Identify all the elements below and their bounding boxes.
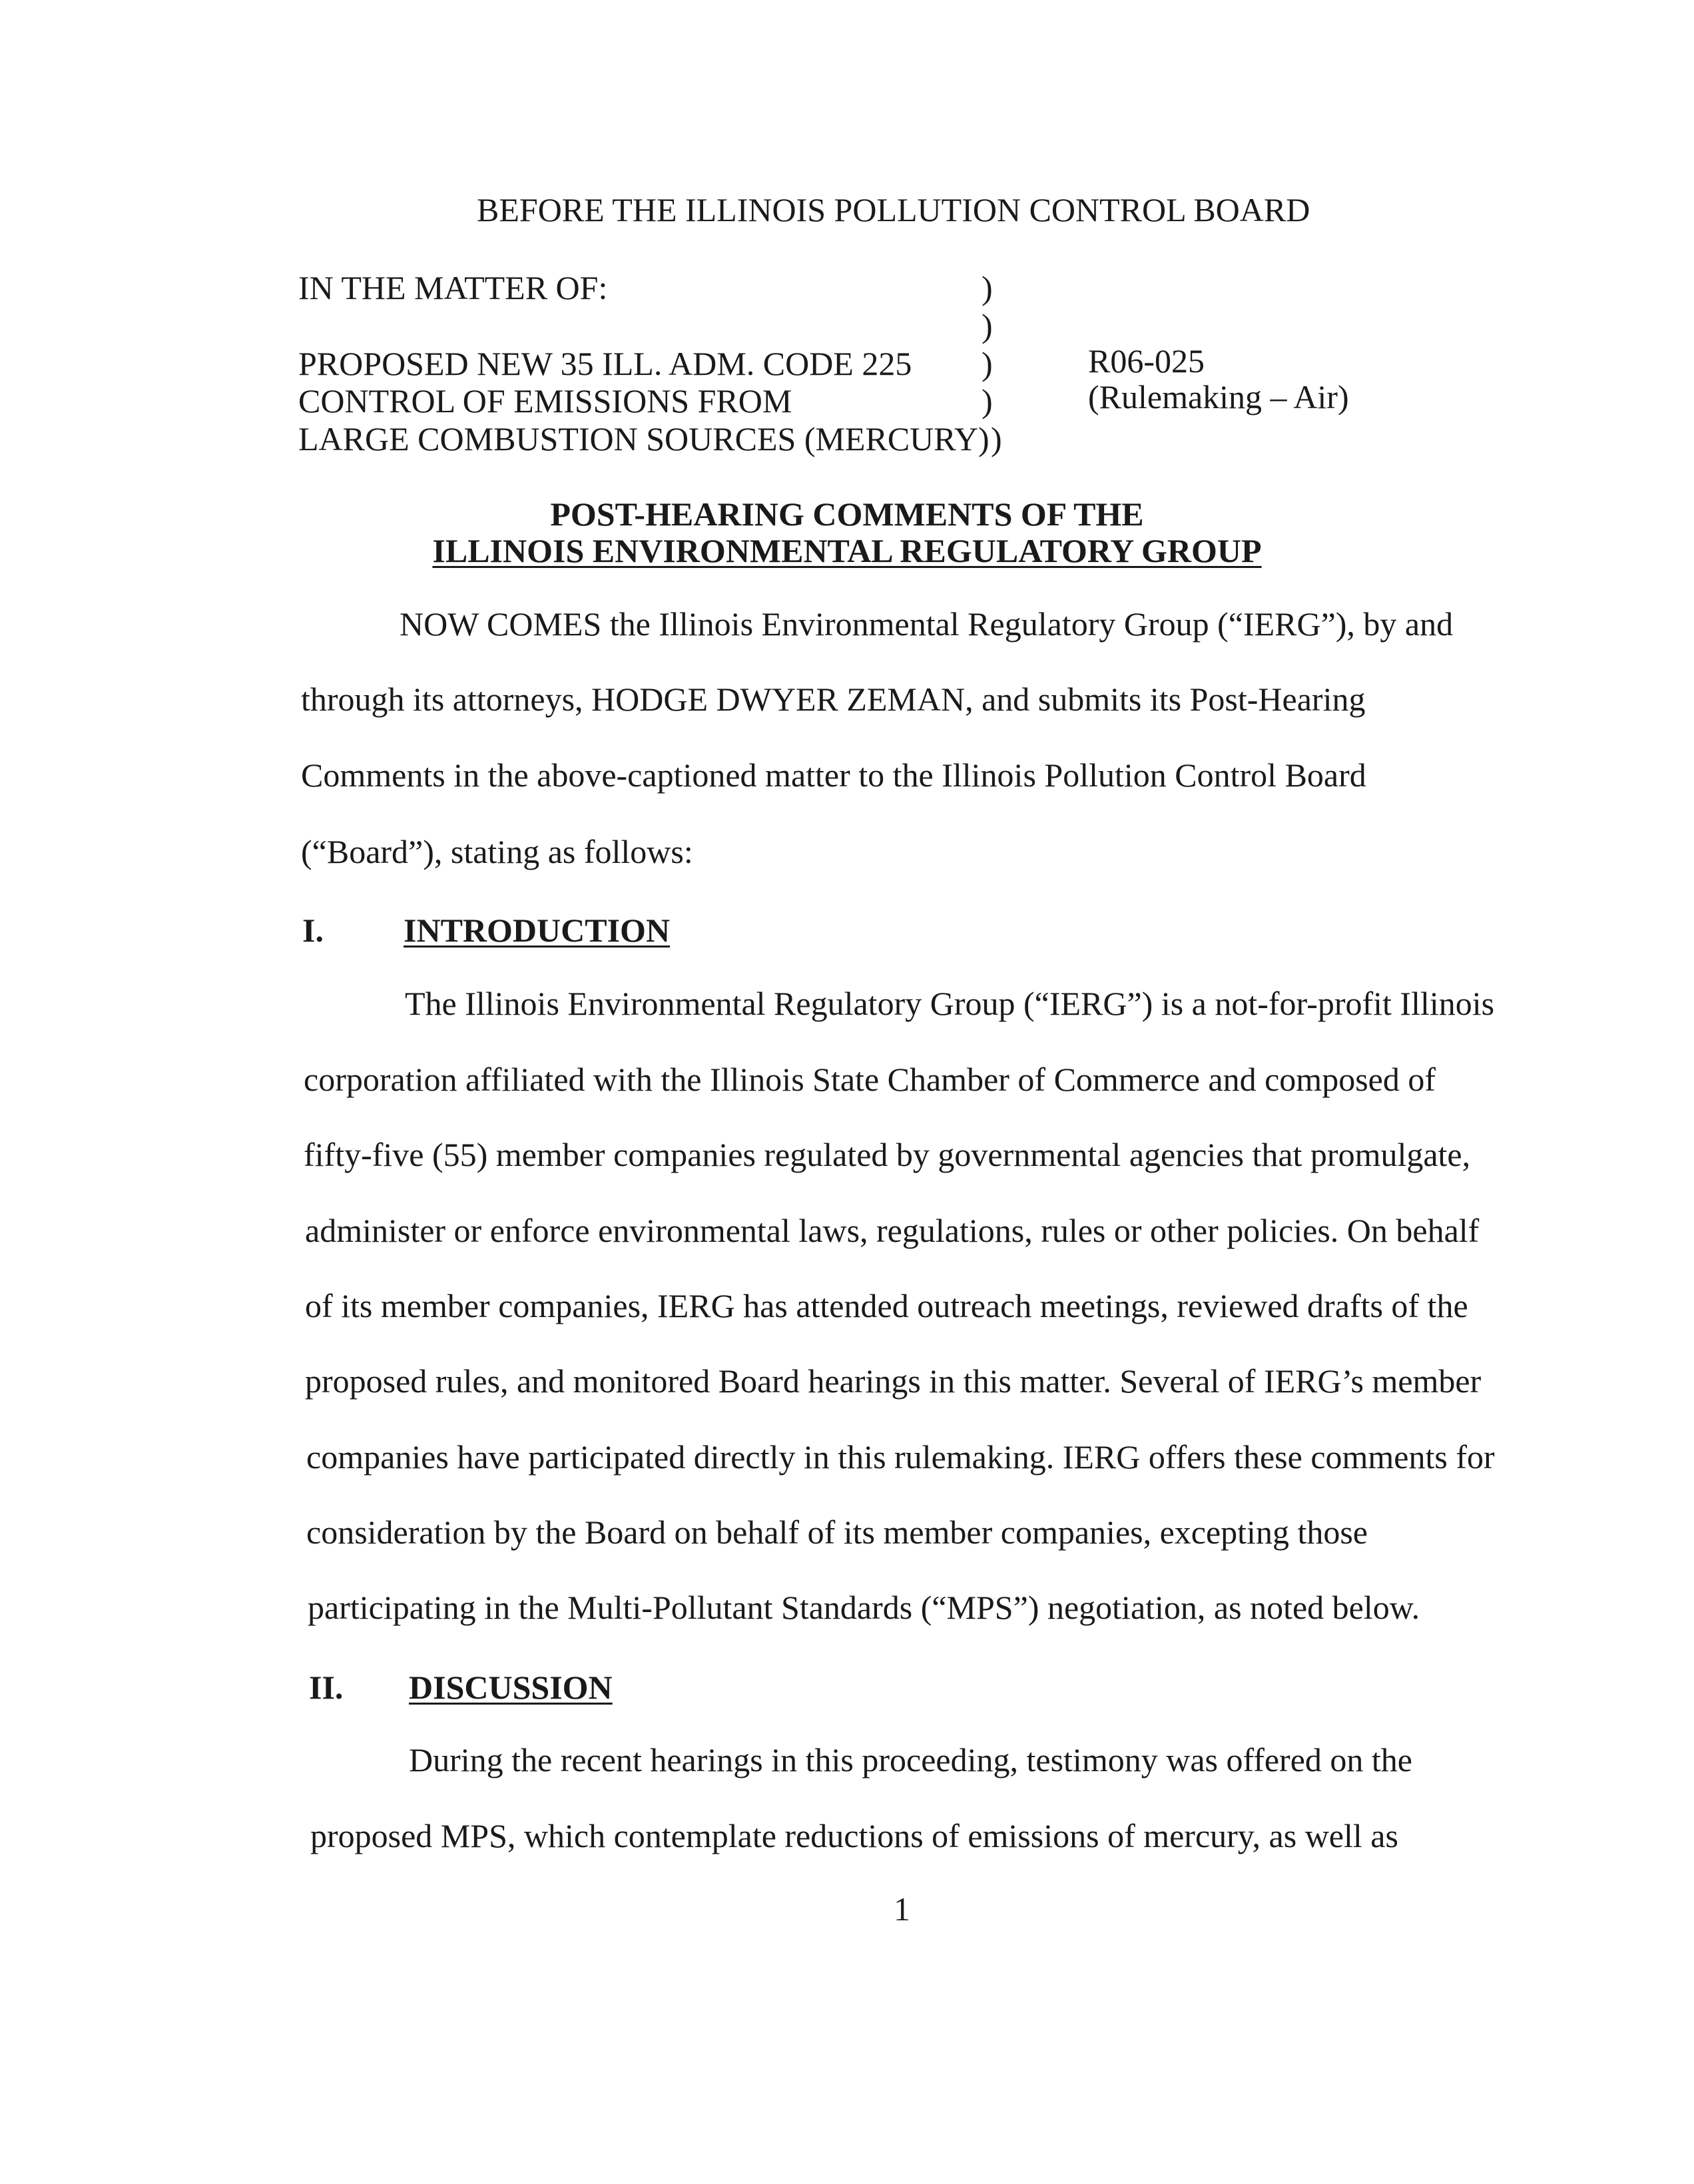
section1-line-2: corporation affiliated with the Illinois State Chamber of Commerce and composed of: [304, 1061, 1436, 1098]
document-title-line2: ILLINOIS ENVIRONMENTAL REGULATORY GROUP: [432, 532, 1262, 569]
caption-paren-1: ): [982, 269, 993, 306]
section2-line-1: During the recent hearings in this proceeding, testimony was offered on the: [409, 1741, 1412, 1778]
section2-number: II.: [309, 1669, 344, 1706]
intro-line-4: (“Board”), stating as follows:: [301, 833, 693, 870]
intro-line-2: through its attorneys, HODGE DWYER ZEMAN, and submits its Post-Hearing: [301, 681, 1366, 718]
page-number: 1: [894, 1890, 910, 1928]
section1-line-3: fifty-five (55) member companies regulated by governmental agencies that promulgate,: [304, 1136, 1471, 1173]
section1-line-8: consideration by the Board on behalf of its member companies, excepting those: [306, 1513, 1368, 1551]
section1-line-9: participating in the Multi-Pollutant Standards (“MPS”) negotiation, as noted below.: [308, 1589, 1420, 1626]
intro-line-1: NOW COMES the Illinois Environmental Regulatory Group (“IERG”), by and: [400, 605, 1454, 643]
section1-line-7: companies have participated directly in this rulemaking. IERG offers these comments for: [306, 1438, 1495, 1476]
caption-line-1: IN THE MATTER OF:: [298, 269, 608, 306]
section2-heading: DISCUSSION: [409, 1669, 613, 1706]
caption-line-4: CONTROL OF EMISSIONS FROM: [298, 382, 792, 419]
section1-heading: INTRODUCTION: [404, 912, 671, 949]
caption-paren-5: ): [991, 420, 1002, 457]
intro-line-3: Comments in the above-captioned matter to the Illinois Pollution Control Board: [301, 756, 1366, 794]
section1-line-5: of its member companies, IERG has attended outreach meetings, reviewed drafts of the: [305, 1287, 1468, 1324]
section1-number: I.: [302, 912, 324, 949]
caption-paren-2: ): [982, 307, 993, 344]
court-heading: BEFORE THE ILLINOIS POLLUTION CONTROL BOARD: [477, 191, 1310, 228]
section1-line-4: administer or enforce environmental laws, regulations, rules or other policies. On behalf: [305, 1212, 1480, 1249]
section1-line-6: proposed rules, and monitored Board hearings in this matter. Several of IERG’s member: [305, 1362, 1482, 1400]
caption-paren-4: ): [982, 382, 993, 419]
docket-type: (Rulemaking – Air): [1088, 378, 1349, 415]
caption-paren-3: ): [982, 345, 993, 382]
document-title-line1: POST-HEARING COMMENTS OF THE: [550, 495, 1144, 533]
docket-number: R06-025: [1088, 342, 1205, 380]
section1-line-1: The Illinois Environmental Regulatory Group (“IERG”) is a not-for-profit Illinois: [405, 985, 1495, 1022]
caption-line-5: LARGE COMBUSTION SOURCES (MERCURY): [298, 420, 989, 457]
section2-line-2: proposed MPS, which contemplate reductions of emissions of mercury, as well as: [310, 1817, 1398, 1854]
caption-line-3: PROPOSED NEW 35 ILL. ADM. CODE 225: [298, 345, 912, 382]
